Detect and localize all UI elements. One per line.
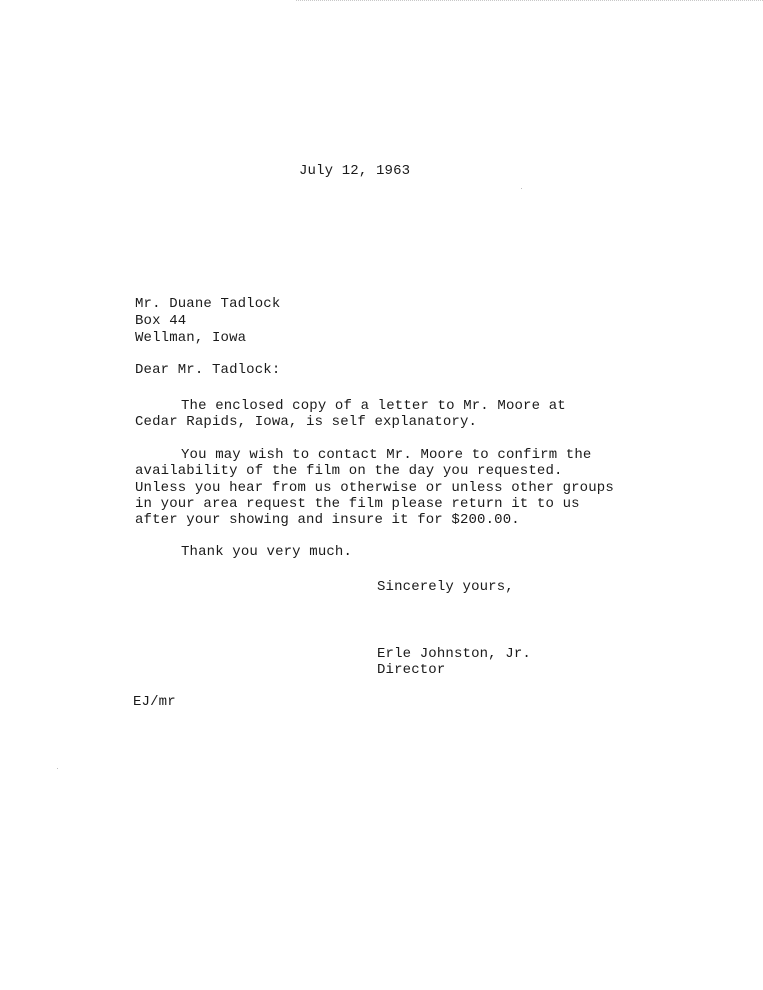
letter-date: July 12, 1963 [299, 163, 411, 179]
paragraph-3-line: Thank you very much. [181, 544, 353, 560]
salutation: Dear Mr. Tadlock: [135, 362, 281, 378]
recipient-city: Wellman, Iowa [135, 330, 247, 346]
recipient-box: Box 44 [135, 313, 187, 329]
paragraph-2-line: after your showing and insure it for $200.00. [135, 512, 520, 528]
signer-name: Erle Johnston, Jr. [377, 646, 531, 662]
recipient-name: Mr. Duane Tadlock [135, 296, 281, 312]
paper-speck [57, 768, 58, 769]
paragraph-2-line: Unless you hear from us otherwise or unless other groups [135, 480, 614, 496]
complimentary-closing: Sincerely yours, [377, 579, 514, 595]
typist-initials: EJ/mr [133, 694, 176, 710]
paragraph-2-line: You may wish to contact Mr. Moore to confirm the [181, 447, 592, 463]
top-edge-border [296, 0, 763, 1]
signer-title: Director [377, 662, 446, 678]
paragraph-1-line: The enclosed copy of a letter to Mr. Moore at [181, 398, 566, 414]
paper-speck [521, 188, 522, 189]
paragraph-1-line: Cedar Rapids, Iowa, is self explanatory. [135, 414, 478, 430]
paragraph-2-line: in your area request the film please return it to us [135, 496, 580, 512]
paragraph-2-line: availability of the film on the day you requested. [135, 463, 563, 479]
